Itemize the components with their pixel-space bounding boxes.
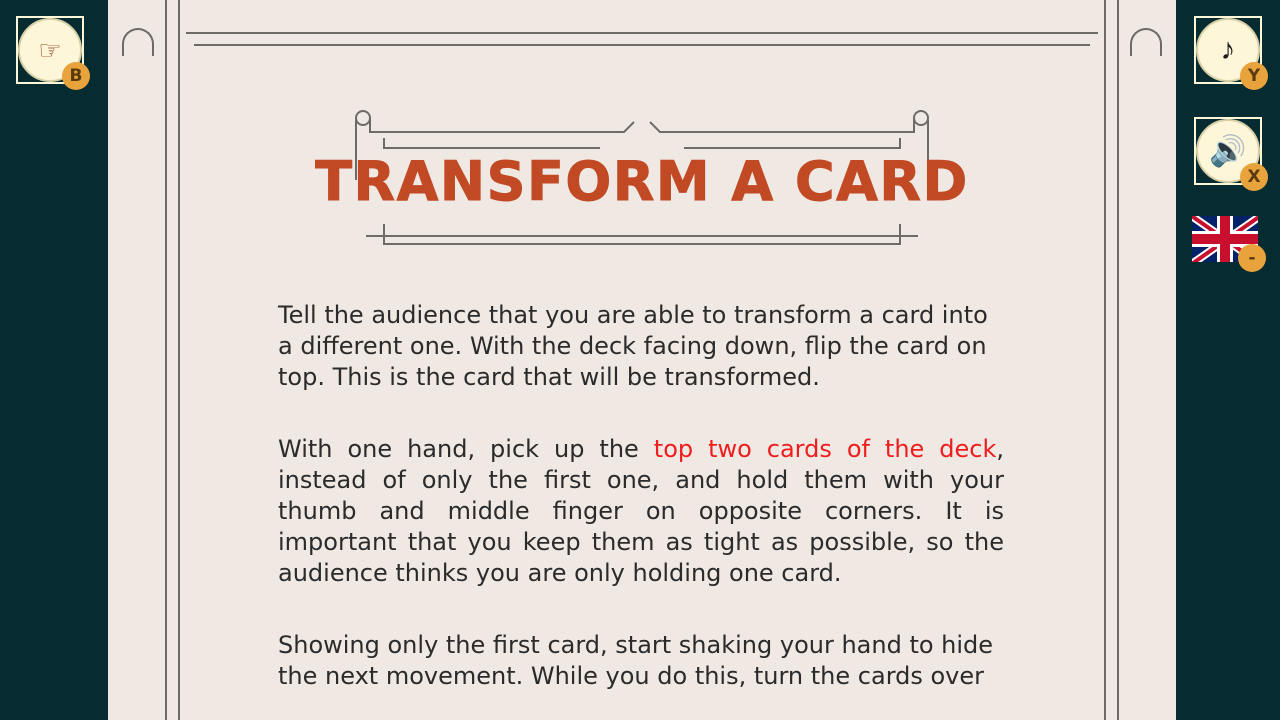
hud-button-sound[interactable]: [1192, 115, 1264, 187]
paragraph-3: [278, 630, 1004, 692]
hud-button-sound-badge: X: [1240, 163, 1268, 191]
hud-button-language[interactable]: [1192, 216, 1264, 288]
paragraph-1: [278, 300, 1004, 393]
hud-button-language-badge: -: [1238, 244, 1266, 272]
page-border-top-rule-2: [194, 44, 1090, 46]
instruction-page: [108, 0, 1176, 720]
paragraph-2-text-part-2: , instead of only the first one, and hold them with your thumb and middle finger on opposite corners. It is important that you keep them as tight as possible, so the audience thinks you are only holding one card.: [278, 435, 1004, 587]
pointing-hand-icon: ☞: [38, 34, 62, 65]
ornament-curl-right-icon: [1130, 28, 1162, 56]
hud-right: [1176, 0, 1280, 720]
hud-button-back[interactable]: [14, 14, 86, 86]
music-note-icon: ♪: [1220, 33, 1236, 66]
paragraph-2: [278, 434, 1004, 589]
ornament-curl-left-icon: [122, 28, 154, 56]
title-plate: [108, 104, 1176, 264]
page-title: TRANSFORM A CARD: [315, 150, 969, 213]
paragraph-3-text: Showing only the first card, start shaking your hand to hide the next movement. While you do this, turn the cards over: [278, 631, 994, 690]
page-border-top-rule-1: [186, 32, 1098, 34]
paragraph-1-text: Tell the audience that you are able to transform a card into a different one. With the deck facing down, flip the card on top. This is the card that will be transformed.: [278, 301, 988, 391]
paragraph-2-text-part-1: With one hand, pick up the: [278, 435, 654, 463]
hud-button-back-badge: B: [62, 62, 90, 90]
paragraph-2-highlight: top two cards of the deck: [653, 435, 997, 463]
speaker-volume-icon: 🔊: [1209, 134, 1247, 168]
instruction-body: [278, 300, 1004, 692]
hud-button-music-badge: Y: [1240, 62, 1268, 90]
hud-button-music[interactable]: [1192, 14, 1264, 86]
hud-left: [0, 0, 108, 720]
